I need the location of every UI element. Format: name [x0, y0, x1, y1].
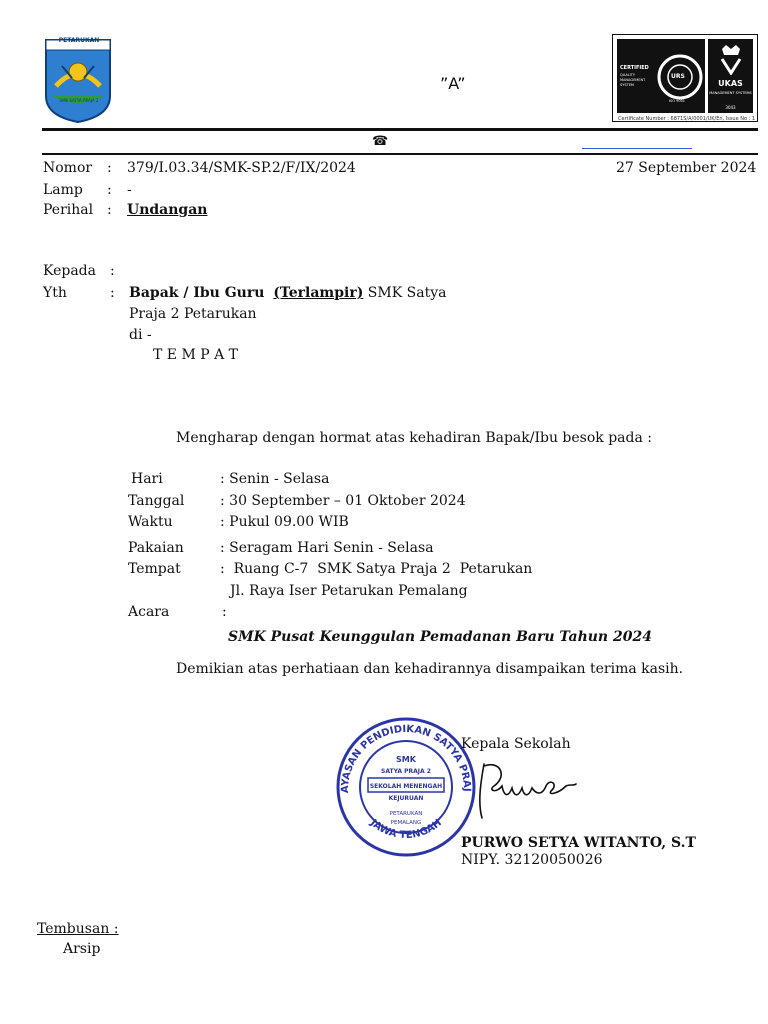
detail-label: Acara [128, 604, 170, 620]
colon: : [107, 160, 112, 176]
colon: : [107, 182, 112, 198]
detail-label: Tempat [128, 561, 181, 577]
phone-icon: ☎ [372, 134, 389, 149]
signature-title: Kepala Sekolah [461, 736, 571, 752]
kepada-label: Kepada [43, 263, 96, 279]
recipient-line4: T E M P A T [153, 347, 239, 363]
recipient-bold: Bapak / Ibu Guru [129, 285, 265, 301]
perihal-value: Undangan [127, 202, 208, 218]
detail-label: Waktu [128, 514, 173, 530]
detail-value: : [222, 604, 227, 620]
signer-nipy: NIPY. 32120050026 [461, 852, 603, 868]
tembusan-label: Tembusan : [37, 921, 119, 937]
intro-text: Mengharap dengan hormat atas kehadiran Bapak/Ibu besok pada : [176, 430, 652, 446]
detail-label: Pakaian [128, 540, 184, 556]
logo-bottom-text: SMK SATYA PRAJA 2 [59, 98, 99, 103]
nomor-value: 379/I.03.34/SMK-SP.2/F/IX/2024 [127, 160, 356, 176]
school-stamp [334, 716, 478, 858]
detail-value: : Ruang C-7 SMK Satya Praja 2 Petarukan [220, 561, 533, 577]
detail-value: : 30 September – 01 Oktober 2024 [220, 493, 466, 509]
logo-top-text: PETARUKAN [58, 37, 100, 44]
stamp-satya: SATYA PRAJA 2 [381, 768, 431, 775]
lamp-value: - [127, 182, 132, 198]
stamp-ring-text: AYASAN PENDIDIKAN SATYA PRAJ [339, 723, 473, 794]
signer-name: PURWO SETYA WITANTO, S.T [461, 835, 696, 851]
recipient-line2: Praja 2 Petarukan [129, 306, 257, 322]
stamp-kejuruan: KEJURUAN [388, 795, 424, 802]
stamp-pemalang: PEMALANG [390, 820, 422, 826]
recipient-attach: (Terlampir) [273, 285, 364, 301]
header-rule-top [42, 128, 758, 131]
stamp-bottom-text: JAWA TENGAH [368, 817, 444, 842]
signature-scribble [466, 756, 586, 826]
tembusan-item: Arsip [63, 941, 101, 957]
detail-label: Tanggal [128, 493, 185, 509]
school-logo [42, 36, 114, 124]
colon: : [110, 285, 115, 301]
recipient-rest: SMK Satya [367, 285, 447, 301]
stamp-smk: SMK [396, 755, 416, 764]
detail-label: Hari [131, 471, 163, 487]
colon: : [107, 202, 112, 218]
detail-value: : Senin - Selasa [220, 471, 330, 487]
detail-value: Jl. Raya Iser Petarukan Pemalang [230, 583, 468, 599]
header-link[interactable] [582, 148, 692, 149]
urs-text: URS [671, 73, 685, 80]
header-rule-bottom [42, 153, 758, 155]
detail-value: : Seragam Hari Senin - Selasa [220, 540, 434, 556]
letter-date: 27 September 2024 [616, 160, 757, 176]
event-title: SMK Pusat Keunggulan Pemadanan Baru Tahun 2024 [228, 629, 652, 645]
colon: : [110, 263, 115, 279]
recipient-line3: di - [129, 327, 152, 343]
yth-label: Yth [43, 285, 67, 301]
lamp-label: Lamp [43, 182, 83, 198]
stamp-sekolah: SEKOLAH MENENGAH [369, 783, 443, 790]
qms-text: QUALITY MANAGEMENT SYSTEM [620, 73, 646, 87]
urs-badge [617, 39, 705, 113]
certification-badges [612, 34, 758, 122]
certificate-note: Certificate Number : 6871S/A/0001/UK/En, Issue No : 1 [618, 116, 756, 122]
certified-text: CERTIFIED [620, 65, 649, 71]
detail-value: : Pukul 09.00 WIB [220, 514, 349, 530]
letter-mark: ”A” [440, 74, 466, 93]
iso-text: ISO 9001 [669, 99, 686, 103]
closing-text: Demikian atas perhatiaan dan kehadirannya disampaikan terima kasih. [176, 661, 684, 677]
stamp-petarukan: PETARUKAN [389, 811, 423, 817]
ukas-code: 3043 [725, 105, 736, 110]
ukas-badge [708, 39, 753, 113]
mgmt-text: MANAGEMENT SYSTEMS [709, 91, 752, 95]
ukas-text: UKAS [718, 79, 743, 88]
nomor-label: Nomor [43, 160, 93, 176]
recipient-name [129, 285, 446, 301]
perihal-label: Perihal [43, 202, 94, 218]
